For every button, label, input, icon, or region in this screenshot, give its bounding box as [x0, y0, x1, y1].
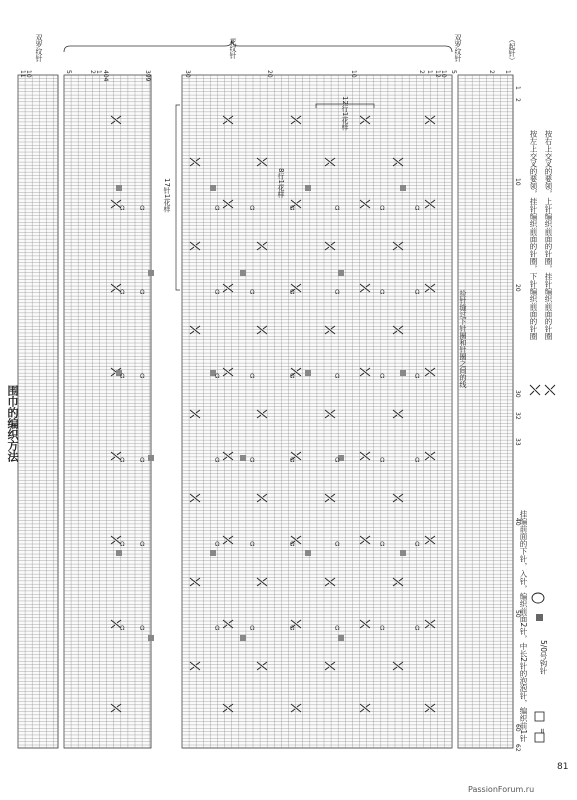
knot-glyph: Ω [290, 625, 295, 632]
knot-glyph: Ω [380, 625, 385, 632]
row-number: 32 [514, 412, 521, 420]
knot-glyph: Ω [335, 373, 340, 380]
legend-cross-left: 按左上交叉的要领，挂针编织前面的针圈，下针编织前面的针圈 [529, 130, 538, 340]
column-number: 1 [426, 70, 433, 74]
legend-needle-size: 5/0号钩针 [539, 640, 548, 675]
top-brace [64, 40, 452, 52]
bobble-square [305, 550, 311, 556]
bobble-square [116, 185, 122, 191]
bobble-square [148, 455, 154, 461]
label-right-rib: 双罗纹针 [454, 34, 462, 62]
knot-glyph: Ω [140, 457, 145, 464]
knot-glyph: Ω [415, 289, 420, 296]
knot-glyph: Ω [290, 457, 295, 464]
column-number: 399 [144, 70, 151, 82]
bobble-square [400, 370, 406, 376]
column-number: 30 [184, 70, 191, 78]
bobble-square [400, 550, 406, 556]
column-number: 2 [418, 70, 425, 74]
knot-glyph: Ω [215, 625, 220, 632]
knot-glyph: Ω [335, 289, 340, 296]
row-number: 20 [514, 284, 521, 292]
bobble-square [305, 370, 311, 376]
knot-glyph: Ω [215, 457, 220, 464]
knot-glyph: Ω [335, 205, 340, 212]
column-number: 1 [504, 70, 511, 74]
knot-glyph: Ω [120, 289, 125, 296]
chart-block-1 [64, 75, 151, 748]
row-number: 60 [514, 724, 521, 732]
knot-glyph: Ω [250, 205, 255, 212]
annotation-repeat-8: 8行1花样 [277, 168, 285, 198]
annotation-repeat-12: 12行1花样 [341, 96, 349, 131]
row-number: 33 [514, 438, 521, 446]
bobble-square [116, 550, 122, 556]
label-pattern: 花纹针 [229, 38, 237, 59]
page-title: 围巾的编织方法 [6, 385, 19, 462]
knot-glyph: Ω [290, 373, 295, 380]
knot-glyph: Ω [415, 625, 420, 632]
knot-glyph: Ω [250, 541, 255, 548]
bobble-square [240, 455, 246, 461]
knot-glyph: Ω [335, 625, 340, 632]
legend-cross-symbol [530, 385, 540, 395]
knot-glyph: Ω [415, 373, 420, 380]
legend-gray-square [536, 614, 543, 621]
knot-glyph: Ω [215, 373, 220, 380]
knot-glyph: Ω [140, 289, 145, 296]
knot-glyph: Ω [120, 541, 125, 548]
bobble-square [305, 185, 311, 191]
column-number: 2 [89, 70, 96, 74]
row-number: 1 [514, 86, 521, 90]
knot-glyph: Ω [250, 457, 255, 464]
row-number: 2 [514, 98, 521, 102]
label-left-rib: 双罗纹针 [35, 34, 43, 62]
column-number: 11 [19, 70, 26, 78]
bobble-square [240, 635, 246, 641]
bobble-square [338, 635, 344, 641]
bobble-square [240, 270, 246, 276]
column-number: 404 [102, 70, 109, 82]
label-start: （起针） [508, 36, 516, 64]
legend-cross-right: 按右上交叉的要领，上针编织前面的针圈，挂针编织前面的针圈 [544, 130, 553, 340]
chart-block-3 [458, 75, 513, 748]
knot-glyph: Ω [380, 289, 385, 296]
repeat-bracket-17 [176, 105, 180, 290]
knot-glyph: Ω [335, 457, 340, 464]
column-number: 1 [95, 70, 102, 74]
knot-glyph: Ω [250, 625, 255, 632]
bobble-square [148, 635, 154, 641]
knot-glyph: Ω [215, 289, 220, 296]
knot-glyph: Ω [120, 373, 125, 380]
row-number: 50 [514, 610, 521, 618]
legend-knit-square [535, 712, 544, 721]
column-number: 5 [450, 70, 457, 74]
knot-glyph: Ω [140, 625, 145, 632]
legend-bobble-symbol [532, 593, 544, 603]
page-number: 81 [557, 762, 569, 772]
column-number: 2 [488, 70, 495, 74]
knot-glyph: Ω [290, 289, 295, 296]
knot-glyph: Ω [215, 205, 220, 212]
row-number: 30 [514, 390, 521, 398]
knot-glyph: Ω [380, 541, 385, 548]
knot-glyph: Ω [415, 541, 420, 548]
bobble-square [210, 550, 216, 556]
knot-glyph: Ω [415, 457, 420, 464]
knot-glyph: Ω [380, 373, 385, 380]
legend-cross-symbol [545, 385, 555, 395]
row-number: 10 [514, 178, 521, 186]
knot-glyph: Ω [415, 205, 420, 212]
legend-bobble: 挂编前面的下针，入针，编织前面2针，中长2针的泡泡针，编织前1针 [519, 510, 528, 742]
column-number: 12 [434, 70, 441, 78]
knot-glyph: Ω [120, 205, 125, 212]
column-number: 10 [350, 70, 357, 78]
watermark: PassionForum.ru [468, 785, 535, 794]
row-number: 40 [514, 518, 521, 526]
column-number: 20 [266, 70, 273, 78]
legend-blank-square [535, 733, 544, 742]
knot-glyph: Ω [215, 541, 220, 548]
knot-glyph: Ω [120, 457, 125, 464]
knot-glyph: Ω [380, 205, 385, 212]
knot-glyph: Ω [140, 205, 145, 212]
knot-glyph: Ω [140, 373, 145, 380]
knot-glyph: Ω [120, 625, 125, 632]
column-number: 10 [440, 70, 447, 78]
bobble-square [148, 270, 154, 276]
annotation-pickup: 捡针缝过下针圈和针圈之间的线 [459, 290, 467, 388]
bobble-square [210, 185, 216, 191]
knot-glyph: Ω [250, 373, 255, 380]
column-number: 5 [65, 70, 72, 74]
legend-equal: = [538, 728, 547, 735]
knot-glyph: Ω [335, 541, 340, 548]
knot-glyph: Ω [380, 457, 385, 464]
row-number: 62 [514, 744, 521, 752]
knot-glyph: Ω [290, 205, 295, 212]
annotation-repeat-17: 17针1花样 [163, 178, 171, 213]
knot-glyph: Ω [290, 541, 295, 548]
bobble-square [400, 185, 406, 191]
knot-glyph: Ω [250, 289, 255, 296]
knot-glyph: Ω [140, 541, 145, 548]
column-number: 10 [25, 70, 32, 78]
bobble-square [338, 270, 344, 276]
chart-block-0 [18, 75, 58, 748]
